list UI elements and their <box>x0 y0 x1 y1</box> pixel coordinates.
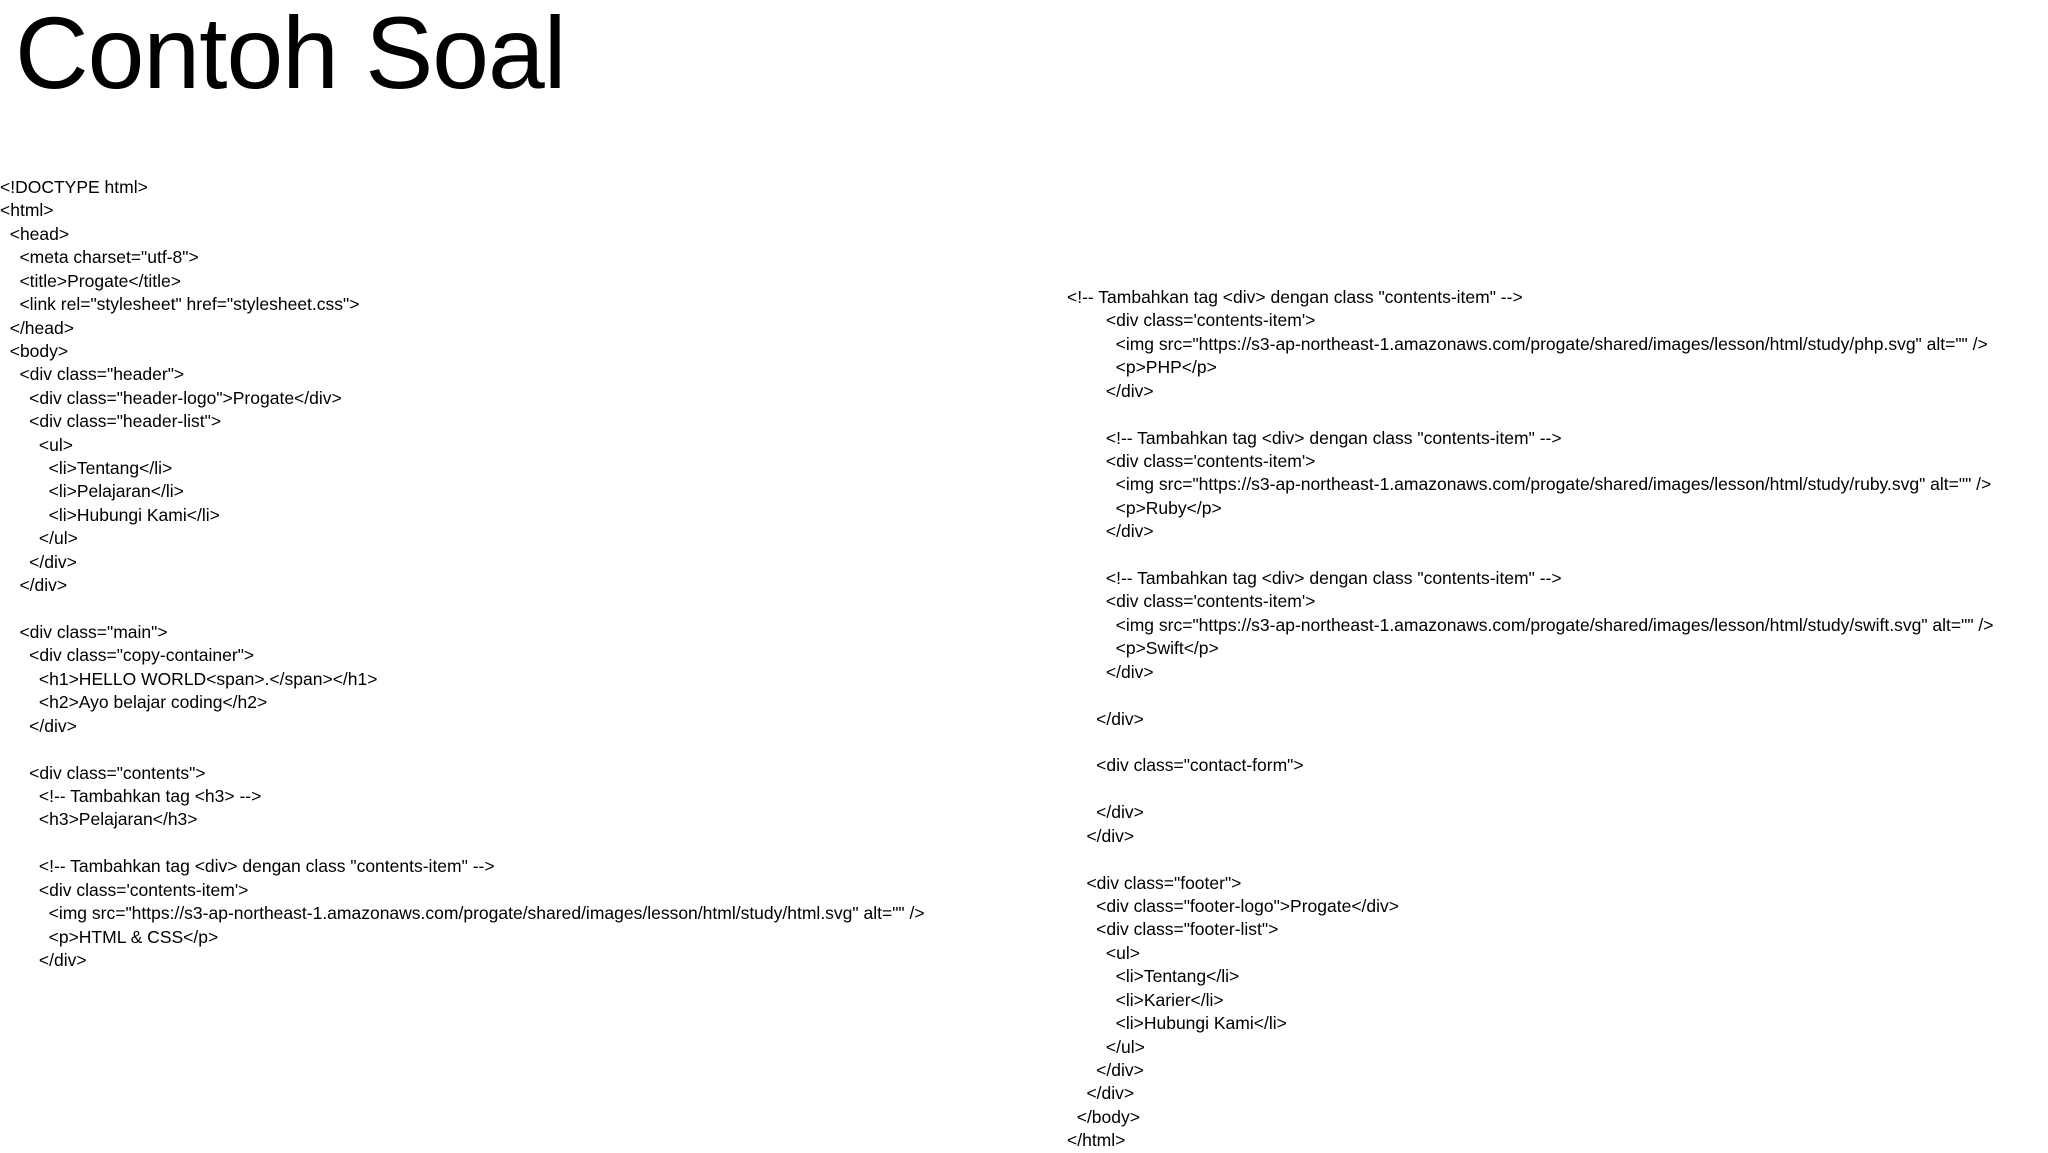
code-line: <div class="header-logo">Progate</div> <box>0 387 342 408</box>
code-line: <!-- Tambahkan tag <div> dengan class "contents-item" --> <box>1067 287 1523 307</box>
code-line: <meta charset="utf-8"> <box>0 247 199 268</box>
code-line <box>0 832 925 855</box>
code-line: <div class="contents"> <box>0 762 206 783</box>
code-line: <p>Swift</p> <box>1067 638 1219 659</box>
code-line: <body> <box>0 340 69 361</box>
code-line: </body> <box>1067 1106 1140 1127</box>
code-line: <div class="footer-logo">Progate</div> <box>1067 895 1399 916</box>
code-line: </div> <box>1067 802 1144 823</box>
code-line: <h2>Ayo belajar coding</h2> <box>0 692 268 713</box>
code-line: <div class="copy-container"> <box>0 645 255 666</box>
code-line: <h3>Pelajaran</h3> <box>0 809 198 830</box>
code-line: <p>Ruby</p> <box>1067 497 1222 518</box>
code-line: <!-- Tambahkan tag <h3> --> <box>0 785 262 806</box>
code-line: <div class='contents-item'> <box>0 879 249 900</box>
code-line: <div class='contents-item'> <box>1067 450 1316 471</box>
code-line: <div class="footer-list"> <box>1067 919 1279 940</box>
code-line: </div> <box>1067 825 1135 846</box>
code-line: </div> <box>0 551 77 572</box>
code-line: </div> <box>1067 661 1154 682</box>
code-line: <ul> <box>1067 942 1140 963</box>
code-line: </div> <box>0 949 87 970</box>
code-line: <div class="header-list"> <box>0 411 222 432</box>
code-line: </div> <box>1067 1083 1135 1104</box>
code-line: <div class="footer"> <box>1067 872 1242 893</box>
code-line: </html> <box>1067 1130 1126 1151</box>
code-line <box>1067 848 1994 871</box>
code-line: </ul> <box>0 528 78 549</box>
code-line: <img src="https://s3-ap-northeast-1.amazonaws.com/progate/shared/images/lesson/html/study/html.svg" alt="" /> <box>0 903 925 924</box>
code-line: </div> <box>1067 521 1154 542</box>
code-line: <!-- Tambahkan tag <div> dengan class "contents-item" --> <box>0 856 495 877</box>
code-line: <li>Hubungi Kami</li> <box>1067 1013 1287 1034</box>
code-line: </div> <box>0 715 77 736</box>
code-line: </div> <box>0 575 68 596</box>
code-line: <html> <box>0 200 54 221</box>
slide-title: Contoh Soal <box>15 0 566 110</box>
code-line: <li>Pelajaran</li> <box>0 481 184 502</box>
code-line: <img src="https://s3-ap-northeast-1.amazonaws.com/progate/shared/images/lesson/html/study/swift.svg" alt="" /> <box>1067 614 1994 635</box>
code-line: <div class='contents-item'> <box>1067 310 1316 331</box>
code-block-left <box>0 176 925 972</box>
code-line <box>1067 684 1994 707</box>
code-line: <li>Tentang</li> <box>0 458 173 479</box>
code-line: <li>Karier</li> <box>1067 989 1224 1010</box>
code-line: <link rel="stylesheet" href="stylesheet.css"> <box>0 294 360 315</box>
code-line: <title>Progate</title> <box>0 270 181 291</box>
code-line: <div class='contents-item'> <box>1067 591 1316 612</box>
code-line: <h1>HELLO WORLD<span>.</span></h1> <box>0 668 378 689</box>
code-line: <img src="https://s3-ap-northeast-1.amazonaws.com/progate/shared/images/lesson/html/study/ruby.svg" alt="" /> <box>1067 474 1992 495</box>
code-line: <div class="header"> <box>0 364 185 385</box>
code-line: </div> <box>1067 1059 1144 1080</box>
code-line <box>0 598 925 621</box>
code-line: <!-- Tambahkan tag <div> dengan class "contents-item" --> <box>1067 427 1562 448</box>
code-line: </ul> <box>1067 1036 1145 1057</box>
code-line <box>1067 778 1994 801</box>
code-line <box>0 738 925 761</box>
code-line: </div> <box>1067 708 1144 729</box>
code-line: <li>Tentang</li> <box>1067 966 1240 987</box>
code-line: <div class="contact-form"> <box>1067 755 1304 776</box>
code-block-right <box>1067 286 1994 1153</box>
code-line: <p>PHP</p> <box>1067 357 1217 378</box>
code-line <box>1067 544 1994 567</box>
code-line: <div class="main"> <box>0 622 168 643</box>
code-line <box>1067 731 1994 754</box>
code-line: <head> <box>0 223 70 244</box>
code-line <box>1067 403 1994 426</box>
code-line: <ul> <box>0 434 73 455</box>
code-line: <img src="https://s3-ap-northeast-1.amazonaws.com/progate/shared/images/lesson/html/study/php.svg" alt="" /> <box>1067 333 1988 354</box>
code-line: </head> <box>0 317 74 338</box>
code-line: <!-- Tambahkan tag <div> dengan class "contents-item" --> <box>1067 568 1562 589</box>
code-line: </div> <box>1067 380 1154 401</box>
code-line: <li>Hubungi Kami</li> <box>0 504 220 525</box>
code-line: <p>HTML & CSS</p> <box>0 926 219 947</box>
code-line: <!DOCTYPE html> <box>0 177 148 197</box>
